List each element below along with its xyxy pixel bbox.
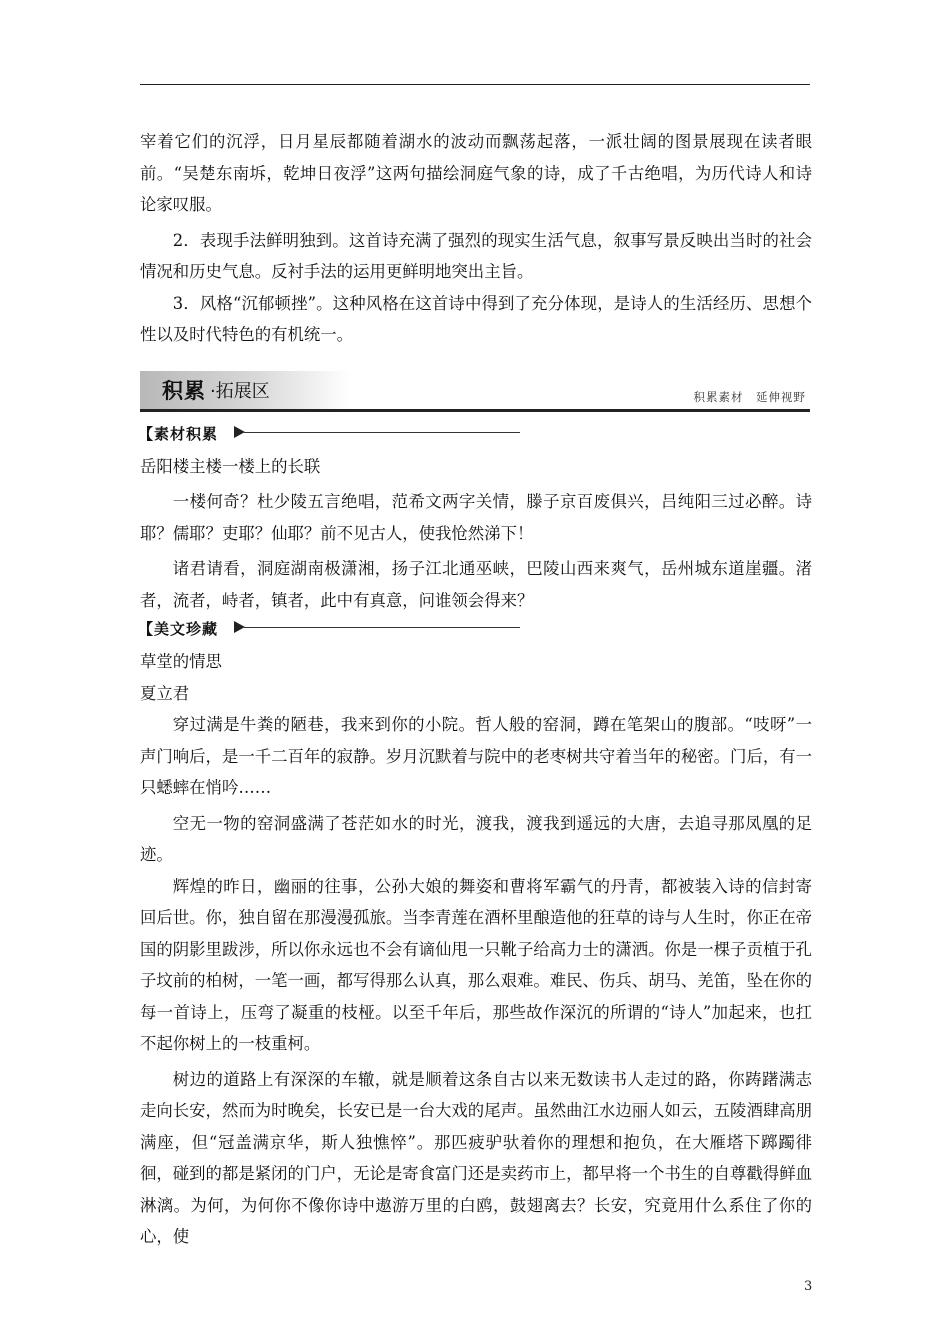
section-line (244, 627, 520, 628)
section-header-material (140, 421, 812, 447)
section-line (244, 432, 520, 433)
essay-paragraph-3: 辉煌的昨日，幽丽的往事，公孙大娘的舞姿和曹将军霸气的丹青，都被装入诗的信封寄回后世。你，独自留在那漫漫孤旅。当李青莲在酒杯里酿造他的狂草的诗与人生时，你正在帝国的阴影里跋涉，所以你永远也不会有谪仙甩一只靴子给高力士的潇洒。你是一棵子贡植于孔子坟前的柏树，一笔一画，都写得那么认真，那么艰难。难民、伤兵、胡马、羌笛，坠在你的每一首诗上，压弯了凝重的枝桠。以至千年后，那些故作深沉的所谓的“诗人”加起来，也扛不起你树上的一枝重柯。 (140, 876, 813, 1053)
banner-subtitle: ·拓展区 (210, 380, 270, 402)
essay-author: 夏立君 (140, 683, 190, 703)
essay-title: 草堂的情思 (140, 652, 222, 671)
section-banner (140, 371, 810, 415)
page-number: 3 (804, 1279, 813, 1294)
section-header-essay (140, 616, 812, 642)
banner-right-text: 积累素材 延伸视野 (693, 389, 806, 404)
essay-paragraph-4: 树边的道路上有深深的车辙，就是顺着这条自古以来无数读书人走过的路，你踌躇满志走向长安，然而为时晚矣，长安已是一台大戏的尾声。虽然曲江水边丽人如云，五陵酒肆高朋满座，但“冠盖满京华，斯人独憔悴”。那匹疲驴驮着你的理想和抱负，在大雁塔下踯躅徘徊，碰到的都是紧闭的门户，无论是寄食富门还是卖药市上，都早将一个书生的自尊戳得鲜血淋漓。为何，为何你不像你诗中遨游万里的白鸥，鼓翅离去？长安，究竟用什么系住了你的心，使 (140, 1069, 813, 1246)
couplet-heading: 岳阳楼主楼一楼上的长联 (140, 456, 321, 476)
page-body (140, 126, 812, 1253)
header-rule (140, 84, 810, 85)
essay-paragraph-2: 空无一物的窑洞盛满了苍茫如水的时光，渡我，渡我到遥远的大唐，去追寻那凤凰的足迹。 (140, 813, 812, 864)
section-label-material: 【素材积累 (138, 424, 219, 443)
couplet-paragraph-2: 诸君请看，洞庭湖南极潇湘，扬子江北通巫峡，巴陵山西来爽气，岳州城东道崖疆。渚者，流者，峙者，镇者，此中有真意，问谁领会得来？ (140, 559, 812, 610)
couplet-paragraph-1: 一楼何奇？杜少陵五言绝唱，范希文两字关情，滕子京百废俱兴，吕纯阳三过必醉。诗耶？儒耶？吏耶？仙耶？前不见古人，使我怆然涕下！ (140, 492, 812, 543)
intro-paragraph-2: 2．表现手法鲜明独到。这首诗充满了强烈的现实生活气息，叙事写景反映出当时的社会情况和历史气息。反衬手法的运用更鲜明地突出主旨。 (140, 230, 812, 281)
intro-paragraph-3: 3．风格“沉郁顿挫”。这种风格在这首诗中得到了充分体现，是诗人的生活经历、思想个性以及时代特色的有机统一。 (140, 293, 812, 344)
banner-rule (140, 409, 810, 412)
section-label-essay: 【美文珍藏 (138, 620, 219, 638)
banner-title: 积累 (162, 378, 206, 403)
essay-paragraph-1: 穿过满是牛粪的陋巷，我来到你的小院。哲人般的窑洞，蹲在笔架山的腹部。“吱呀”一声门响后，是一千二百年的寂静。岁月沉默着与院中的老枣树共守着当年的秘密。门后，有一只蟋蟀在悄吟…… (140, 715, 813, 797)
intro-paragraph-1: 宰着它们的沉浮，日月星辰都随着湖水的波动而飘荡起落，一派壮阔的图景展现在读者眼前。“吴楚东南坼，乾坤日夜浮”这两句描绘洞庭气象的诗，成了千古绝唱，为历代诗人和诗论家叹服。 (140, 132, 812, 214)
